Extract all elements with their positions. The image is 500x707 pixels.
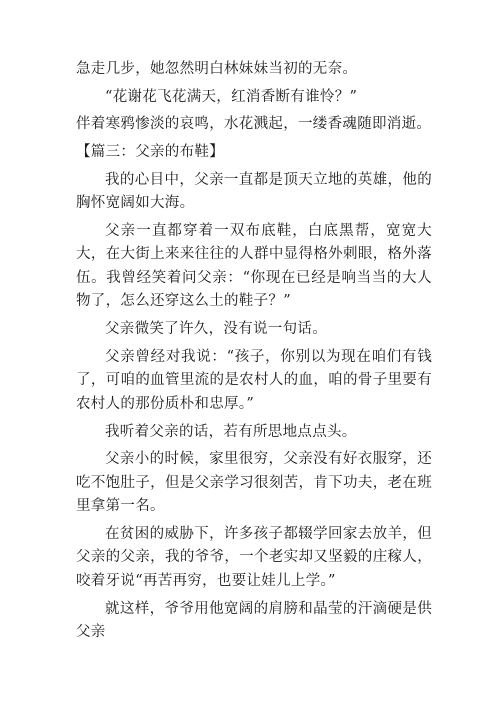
paragraph-5: 我的心目中，父亲一直都是顶天立地的英雄，他的胸怀宽阔如大海。 — [76, 171, 432, 212]
paragraph-1: 急走几步，她忽然明白林妹妹当初的无奈。 — [76, 61, 358, 77]
section-heading: 【篇三：父亲的布鞋】 — [76, 144, 224, 161]
paragraph-3: 伴着寒鸦惨淡的哀鸣，水花溅起，一缕香魂随即消逝。 — [76, 116, 432, 133]
paragraph-7: 父亲微笑了许久，没有说一句话。 — [105, 321, 327, 338]
paragraph-11: 在贫困的威胁下，许多孩子都辍学回家去放羊，但父亲的父亲，我的爷爷，一个老实却又坚毅的庄稼人，咬着牙说“再苦再穷，也要让娃儿上学。” — [76, 525, 432, 589]
paragraph-9: 我听着父亲的话，若有所思地点点头。 — [105, 423, 357, 440]
paragraph-10: 父亲小的时候，家里很穷，父亲没有好衣服穿，还吃不饱肚子，但是父亲学习很刻苦，肯下功夫，老在班里拿第一名。 — [76, 451, 432, 515]
document-body — [76, 58, 432, 649]
paragraph-6: 父亲一直都穿着一双布底鞋，白底黑帮，宽宽大大，在大街上来来往往的人群中显得格外刺眼，格外落伍。我曾经笑着问父亲：“你现在已经是响当当的大人物了，怎么还穿这么土的鞋子？” — [76, 222, 432, 310]
paragraph-12: 就这样，爷爷用他宽阔的肩膀和晶莹的汗滴硬是供父亲 — [76, 600, 432, 641]
paragraph-8: 父亲曾经对我说：“孩子，你别以为现在咱们有钱了，可咱的血管里流的是农村人的血，咱的骨子里要有农村人的那份质朴和忠厚。” — [76, 348, 432, 412]
paragraph-2: “花谢花飞花满天，红消香断有谁怜？” — [105, 88, 358, 105]
